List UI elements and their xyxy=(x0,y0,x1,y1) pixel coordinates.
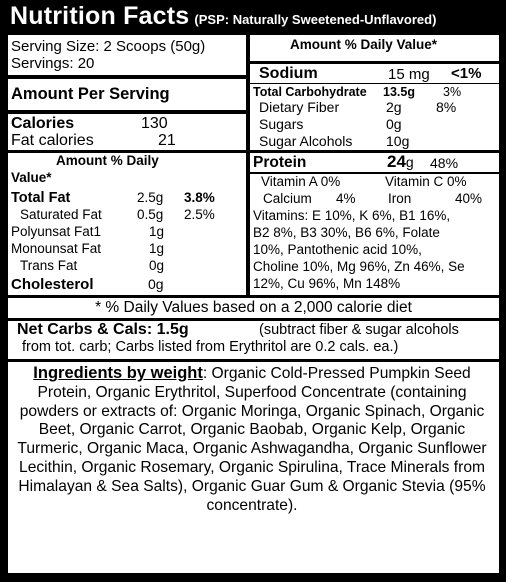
fat-row-label: Total Fat xyxy=(11,190,71,206)
dietary-fiber-dv: 8% xyxy=(436,99,457,115)
nutrition-facts-title: Nutrition Facts xyxy=(10,2,190,30)
fat-row-label: Trans Fat xyxy=(20,258,78,273)
fat-row-label: Polyunsat Fat1 xyxy=(11,224,102,239)
serving-box xyxy=(8,35,246,75)
vitamin-line: Vitamins: E 10%, K 6%, B1 16%, xyxy=(253,208,451,223)
vitamin-c: Vitamin C 0% xyxy=(385,174,467,189)
calories-label: Calories xyxy=(11,115,75,132)
sodium-label: Sodium xyxy=(259,65,318,82)
iron-dv: 40% xyxy=(455,191,483,206)
net-carbs-note-2: from tot. carb; Carbs listed from Erythritol are 0.2 cals. ea.) xyxy=(22,339,399,355)
fat-row-dv: 3.8% xyxy=(184,190,215,205)
servings-per-container: Servings: 20 xyxy=(11,55,95,72)
carbohydrate-box xyxy=(250,84,499,150)
calories-box xyxy=(8,114,246,150)
fat-row-label: Monounsat Fat xyxy=(11,241,102,256)
fat-row-amount: 1g xyxy=(149,241,165,256)
amount-dv-label-line2: Value* xyxy=(11,170,52,185)
serving-size: Serving Size: 2 Scoops (50g) xyxy=(11,38,206,55)
sugar-alcohols-label: Sugar Alcohols xyxy=(259,133,353,149)
sodium-amount: 15 mg xyxy=(388,66,430,83)
fat-calories-value: 21 xyxy=(158,132,176,149)
amount-dv-label-line1: Amount % Daily xyxy=(56,153,159,168)
net-carbs-label: Net Carbs & Cals: 1.5g xyxy=(17,321,189,338)
sodium-dv: <1% xyxy=(451,65,482,82)
fat-row-label: Saturated Fat xyxy=(20,207,102,222)
ingredients-text xyxy=(16,364,488,515)
footnote-box xyxy=(8,298,499,318)
vitamin-a: Vitamin A 0% xyxy=(261,174,341,189)
fat-row-amount: 2.5g xyxy=(137,190,164,205)
fat-row-dv: 2.5% xyxy=(184,207,215,222)
sugars-amount: 0g xyxy=(386,116,402,132)
vitamin-line: 10%, Pantothenic acid 10%, xyxy=(253,242,422,257)
calcium-label: Calcium xyxy=(263,191,312,206)
ingredients-heading: Ingredients by weight xyxy=(33,364,203,382)
calcium-dv: 4% xyxy=(336,191,356,206)
sodium-box xyxy=(250,35,499,83)
dietary-fiber-amount: 2g xyxy=(386,99,402,115)
fat-row-amount: 0g xyxy=(149,258,165,273)
cholesterol-amount: 0g xyxy=(148,276,164,292)
vitamin-line: B2 8%, B3 30%, B6 6%, Folate xyxy=(253,225,440,240)
daily-value-footnote: * % Daily Values based on a 2,000 calorie diet xyxy=(95,299,412,316)
protein-amount xyxy=(387,153,414,171)
sugars-label: Sugars xyxy=(259,116,304,132)
protein-label: Protein xyxy=(253,154,307,171)
fat-row-amount: 0.5g xyxy=(137,207,164,222)
product-subtitle: (PSP: Naturally Sweetened-Unflavored) xyxy=(194,12,437,27)
vitamin-line: 12%, Cu 96%, Mn 148% xyxy=(253,276,401,291)
protein-dv: 48% xyxy=(430,155,459,171)
ingredients-list: : Organic Cold-Pressed Pumpkin Seed Protein, Organic Erythritol, Superfood Concentrate (containing powders or extracts of: Organic Moringa, Organic Spinach, Organic Beet, Organic Carrot, Organic Baobab, Organic Kelp, Organic Turmeric, Organic Maca, Organic Ashwagandha, Organic Sunflower Lecithin, Organic Rosemary, Organic Spirulina, Trace Minerals from Himalayan & Sea Salts), Organic Guar Gum & Organic Stevia (95% concentrate). xyxy=(17,365,487,514)
protein-amount-number: 24 xyxy=(387,153,406,171)
amount-per-serving-box xyxy=(8,79,246,110)
nutrition-header xyxy=(10,2,500,32)
calories-value: 130 xyxy=(141,115,168,132)
total-carbohydrate-dv: 3% xyxy=(443,85,462,99)
total-carbohydrate-label: Total Carbohydrate xyxy=(253,85,367,99)
sodium-rule xyxy=(250,61,499,64)
vitamin-line: Choline 10%, Mg 96%, Zn 46%, Se xyxy=(253,259,465,274)
dietary-fiber-label: Dietary Fiber xyxy=(259,99,340,115)
cholesterol-label: Cholesterol xyxy=(11,276,94,293)
ingredients-box xyxy=(8,362,499,573)
protein-amount-unit: g xyxy=(405,154,414,170)
total-carbohydrate-amount: 13.5g xyxy=(383,85,415,99)
net-carbs-box xyxy=(8,321,499,359)
fat-row-amount: 1g xyxy=(149,224,165,239)
amount-per-serving: Amount Per Serving xyxy=(11,85,170,103)
fats-box xyxy=(8,153,246,295)
amount-dv-header: Amount % Daily Value* xyxy=(290,37,438,52)
net-carbs-note-1: (subtract fiber & sugar alcohols xyxy=(259,322,459,338)
fat-calories-label: Fat calories xyxy=(11,132,94,149)
iron-label: Iron xyxy=(388,191,412,206)
sugar-alcohols-amount: 10g xyxy=(386,133,410,149)
protein-vitamins-box xyxy=(250,153,499,295)
